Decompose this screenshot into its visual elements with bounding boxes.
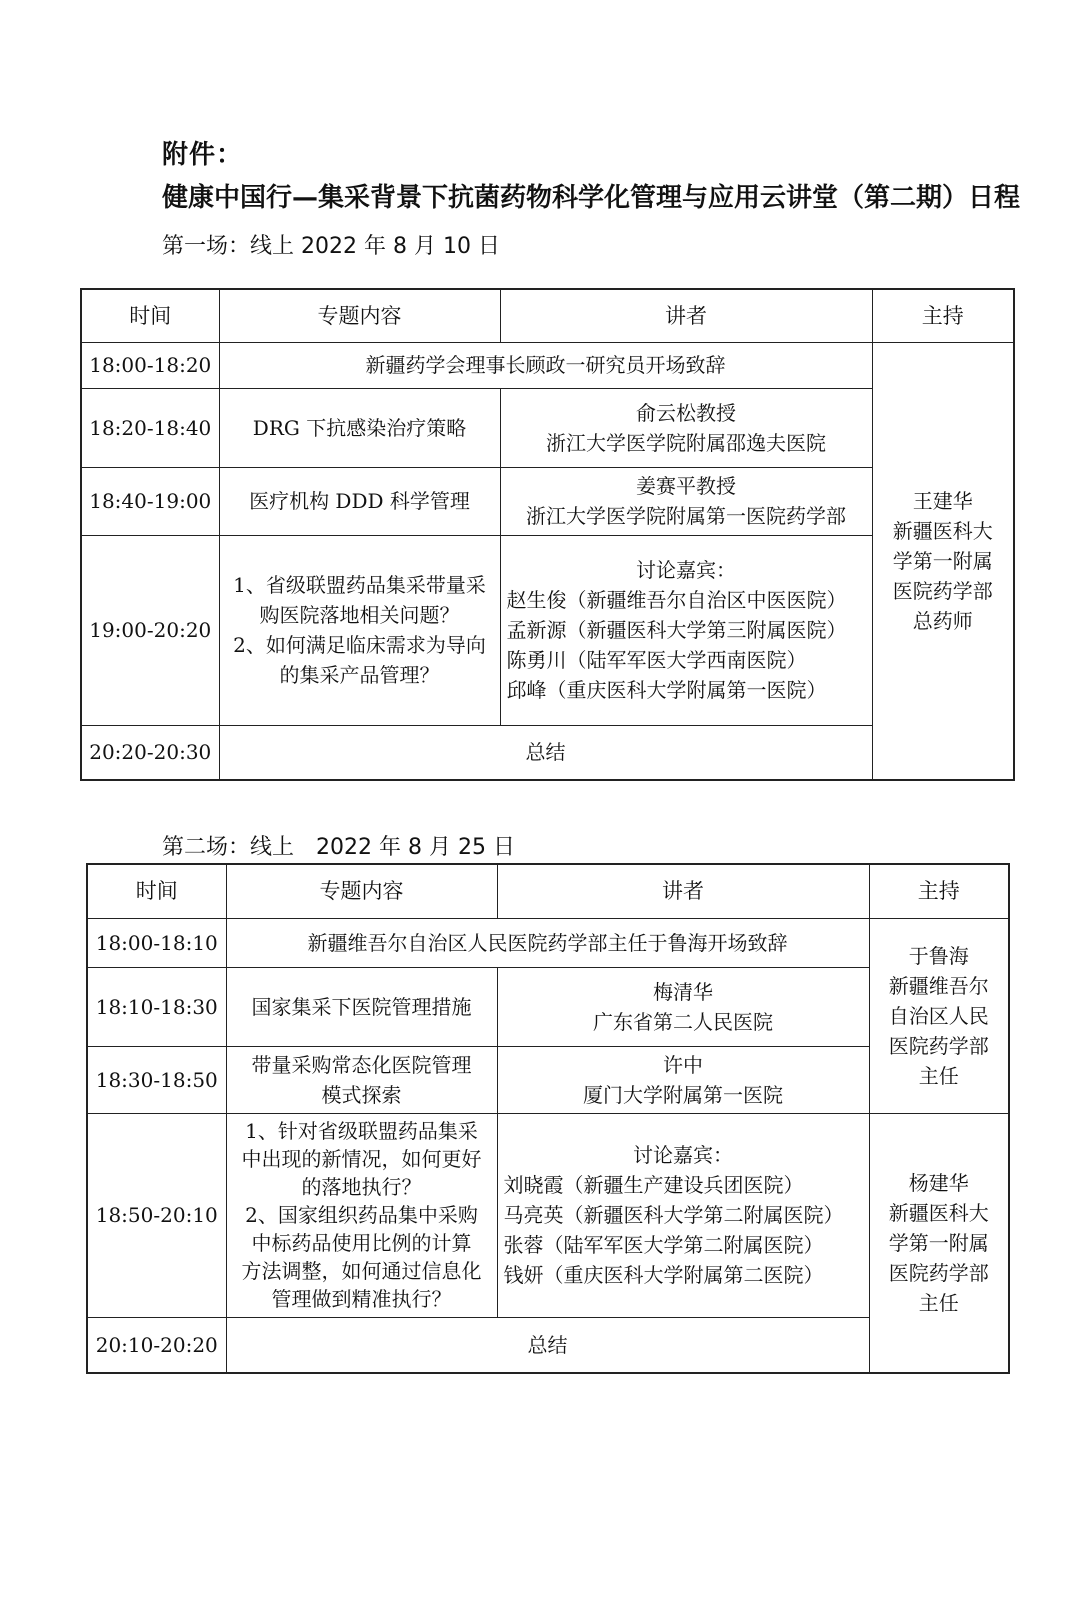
table-row	[81, 342, 1014, 388]
opening-remarks-cell: 新疆维吾尔自治区人民医院药学部主任于鲁海开场致辞	[226, 918, 869, 967]
topic-line: 购医院落地相关问题？	[259, 603, 460, 627]
guest-line: 赵生俊（新疆维吾尔自治区中医医院）	[506, 588, 847, 612]
host-line: 学第一附属	[892, 548, 993, 573]
guest-line: 邱峰（重庆医科大学附属第一医院）	[506, 678, 827, 702]
speaker-affiliation: 厦门大学附属第一医院	[583, 1082, 783, 1107]
speaker-name: 梅清华	[653, 979, 713, 1004]
header-speaker: 讲者	[500, 289, 872, 342]
guest-line: 马亮英（新疆医科大学第二附属医院）	[503, 1203, 844, 1227]
time-cell: 20:20-20:30	[81, 725, 219, 780]
topic-line: 管理做到精准执行？	[271, 1287, 452, 1311]
topic-cell: 医疗机构 DDD 科学管理	[219, 467, 500, 535]
topic-line: 1、省级联盟药品集采带量采	[233, 573, 486, 597]
host-line: 总药师	[912, 608, 973, 633]
guest-line: 陈勇川（陆军军医大学西南医院）	[506, 648, 807, 672]
table-header-row	[81, 289, 1014, 342]
header-speaker: 讲者	[497, 864, 869, 918]
host-line: 医院药学部	[888, 1260, 989, 1285]
session2-heading: 第二场：线上 2022 年 8 月 25 日	[162, 835, 515, 860]
topic-cell	[226, 1046, 497, 1113]
time-cell: 19:00-20:20	[81, 535, 219, 725]
topic-line: 2、如何满足临床需求为导向	[233, 633, 486, 657]
attachment-label: 附件：	[162, 140, 244, 170]
topic-cell: DRG 下抗感染治疗策略	[219, 388, 500, 467]
document-title: 健康中国行—集采背景下抗菌药物科学化管理与应用云讲堂（第二期）日程	[162, 183, 1021, 213]
table-header-row	[87, 864, 1009, 918]
header-host: 主持	[869, 864, 1009, 918]
host-line: 新疆医科大	[892, 518, 993, 543]
host-line: 新疆医科大	[888, 1200, 989, 1225]
topic-line: 1、针对省级联盟药品集采	[245, 1119, 478, 1143]
topic-line: 带量采购常态化医院管理	[251, 1052, 472, 1077]
topic-cell: 国家集采下医院管理措施	[226, 967, 497, 1046]
guest-line: 刘晓霞（新疆生产建设兵团医院）	[503, 1173, 804, 1197]
host-name: 杨建华	[908, 1170, 969, 1195]
speaker-affiliation: 浙江大学医学院附属第一医院药学部	[526, 504, 846, 528]
host-line: 新疆维吾尔	[888, 973, 989, 998]
header-topic: 专题内容	[219, 289, 500, 342]
header-time: 时间	[87, 864, 226, 918]
host-cell	[869, 918, 1009, 1113]
topic-line: 中标药品使用比例的计算	[251, 1231, 472, 1255]
host-line: 医院药学部	[892, 578, 993, 603]
guest-line: 张蓉（陆军军医大学第二附属医院）	[503, 1233, 824, 1257]
speaker-affiliation: 浙江大学医学院附属邵逸夫医院	[546, 430, 826, 455]
time-cell: 18:00-18:20	[81, 342, 219, 388]
host-cell	[872, 342, 1014, 780]
topic-line: 中出现的新情况，如何更好	[241, 1147, 482, 1171]
discussion-guests-label: 讨论嘉宾：	[636, 558, 736, 582]
guest-line: 孟新源（新疆医科大学第三附属医院）	[506, 618, 847, 642]
time-cell: 18:00-18:10	[87, 918, 226, 967]
summary-cell: 总结	[226, 1317, 869, 1373]
topic-cell	[219, 535, 500, 725]
speaker-cell	[500, 535, 872, 725]
topic-line: 的落地执行？	[301, 1175, 422, 1199]
speaker-name: 许中	[663, 1052, 703, 1077]
speaker-cell	[500, 388, 872, 467]
speaker-name: 姜赛平教授	[636, 474, 736, 498]
discussion-guests-label: 讨论嘉宾：	[633, 1143, 733, 1167]
topic-line: 的集采产品管理？	[279, 663, 440, 687]
guest-line: 钱妍（重庆医科大学附属第二医院）	[503, 1263, 824, 1287]
opening-remarks-cell: 新疆药学会理事长顾政一研究员开场致辞	[219, 342, 872, 388]
host-name: 王建华	[912, 488, 973, 513]
speaker-cell	[497, 1113, 869, 1317]
session1-heading: 第一场：线上 2022 年 8 月 10 日	[162, 234, 500, 259]
speaker-affiliation: 广东省第二人民医院	[593, 1009, 773, 1034]
header-time: 时间	[81, 289, 219, 342]
host-name: 于鲁海	[908, 943, 969, 968]
time-cell: 18:40-19:00	[81, 467, 219, 535]
session1-table	[80, 288, 1015, 781]
header-topic: 专题内容	[226, 864, 497, 918]
topic-line: 模式探索	[321, 1082, 402, 1107]
speaker-cell	[497, 1046, 869, 1113]
host-line: 主任	[918, 1290, 959, 1315]
time-cell: 20:10-20:20	[87, 1317, 226, 1373]
table-row	[87, 1113, 1009, 1317]
host-line: 主任	[918, 1063, 959, 1088]
topic-cell	[226, 1113, 497, 1317]
topic-line: 2、国家组织药品集中采购	[245, 1203, 478, 1227]
time-cell: 18:30-18:50	[87, 1046, 226, 1113]
time-cell: 18:10-18:30	[87, 967, 226, 1046]
time-cell: 18:50-20:10	[87, 1113, 226, 1317]
speaker-cell	[500, 467, 872, 535]
host-cell	[869, 1113, 1009, 1373]
topic-line: 方法调整，如何通过信息化	[241, 1259, 482, 1283]
host-line: 医院药学部	[888, 1033, 989, 1058]
time-cell: 18:20-18:40	[81, 388, 219, 467]
session2-table	[86, 863, 1010, 1374]
summary-cell: 总结	[219, 725, 872, 780]
header-host: 主持	[872, 289, 1014, 342]
host-line: 自治区人民	[888, 1003, 989, 1028]
speaker-name: 俞云松教授	[636, 400, 736, 425]
host-line: 学第一附属	[888, 1230, 989, 1255]
speaker-cell	[497, 967, 869, 1046]
table-row	[87, 918, 1009, 967]
